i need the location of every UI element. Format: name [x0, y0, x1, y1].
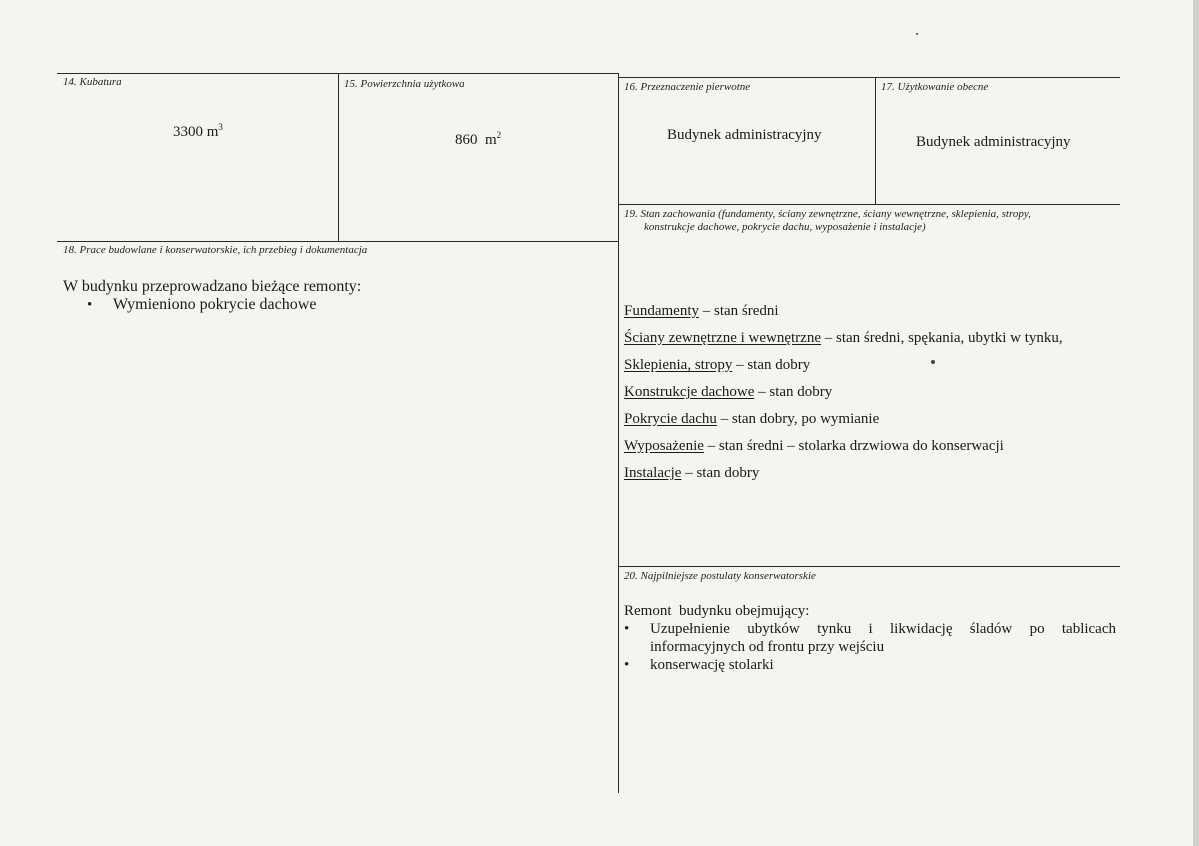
field-20-intro: Remont budynku obejmujący:: [624, 603, 810, 619]
field-18-item: • Wymieniono pokrycie dachowe: [87, 296, 361, 314]
field-14-label: 14. Kubatura: [63, 76, 122, 88]
field-15-label: 15. Powierzchnia użytkowa: [344, 78, 465, 90]
field-14-value: [173, 122, 223, 141]
scan-speck: [931, 360, 935, 364]
divider-16-17: [875, 77, 876, 205]
condition-key: Sklepienia, stropy: [624, 357, 733, 373]
field-18-label: 18. Prace budowlane i konserwatorskie, ich przebieg i dokumentacja: [63, 244, 368, 256]
field-20-list: [624, 620, 1120, 674]
field-20-item: • Uzupełnienie ubytków tynku i likwidację śladów po tablicach informacyjnych od frontu przy wejściu: [624, 620, 1116, 656]
kubatura-unit-sup: 3: [218, 122, 223, 132]
condition-row-ceilings: [624, 352, 1063, 379]
condition-row-walls: [624, 325, 1063, 352]
field-15-value: [455, 130, 501, 149]
field-19-label-line1: 19. Stan zachowania (fundamenty, ściany zewnętrzne, ściany wewnętrzne, sklepienia, stropy,: [624, 208, 1031, 220]
condition-row-roof-structure: [624, 379, 1063, 406]
field-17-value: Budynek administracyjny: [916, 134, 1071, 150]
condition-text: – stan średni – stolarka drzwiowa do konserwacji: [703, 438, 1004, 454]
condition-row-foundations: [624, 298, 1063, 325]
field-19-label: [624, 208, 1114, 234]
divider-15-16: [618, 73, 619, 793]
area-unit-sup: 2: [496, 130, 502, 140]
area-value: 860 m: [455, 132, 497, 148]
condition-key: Fundamenty: [624, 303, 699, 319]
rule-above-20: [618, 566, 1120, 567]
condition-key: Pokrycie dachu: [624, 411, 717, 427]
field-18-content: [63, 278, 361, 314]
field-18-intro: W budynku przeprowadzano bieżące remonty:: [63, 278, 362, 295]
condition-text: – stan dobry: [681, 465, 760, 481]
condition-text: – stan dobry, po wymianie: [716, 411, 880, 427]
field-16-label: 16. Przeznaczenie pierwotne: [624, 81, 751, 93]
field-19-label-line2: konstrukcje dachowe, pokrycie dachu, wyposażenie i instalacje): [644, 221, 926, 233]
condition-text: – stan średni: [699, 303, 779, 319]
condition-key: Instalacje: [624, 465, 682, 481]
field-17-label: 17. Użytkowanie obecne: [881, 81, 989, 93]
field-18-list: [87, 296, 361, 314]
field-20-label: 20. Najpilniejsze postulaty konserwatorskie: [624, 570, 816, 582]
condition-text: – stan średni, spękania, ubytki w tynku,: [821, 330, 1063, 346]
scan-edge: [1193, 0, 1199, 846]
condition-row-roofing: [624, 406, 1063, 433]
condition-row-installations: [624, 460, 1063, 487]
condition-key: Konstrukcje dachowe: [624, 384, 755, 400]
field-19-content: [624, 298, 1063, 487]
divider-14-15: [338, 73, 339, 241]
top-rule-right: [618, 77, 1120, 78]
field-16-value: Budynek administracyjny: [667, 127, 822, 143]
condition-text: – stan dobry: [732, 357, 811, 373]
field-20-item: • konserwację stolarki: [624, 656, 1116, 674]
rule-above-19: [618, 204, 1120, 205]
condition-text: – stan dobry: [754, 384, 833, 400]
scan-speck: [916, 33, 918, 35]
rule-above-18: [57, 241, 618, 242]
condition-key: Ściany zewnętrzne i wewnętrzne: [624, 330, 821, 346]
condition-row-equipment: [624, 433, 1063, 460]
kubatura-value: 3300 m: [173, 124, 219, 140]
condition-key: Wyposażenie: [624, 438, 704, 454]
field-20-content: [624, 602, 1120, 674]
